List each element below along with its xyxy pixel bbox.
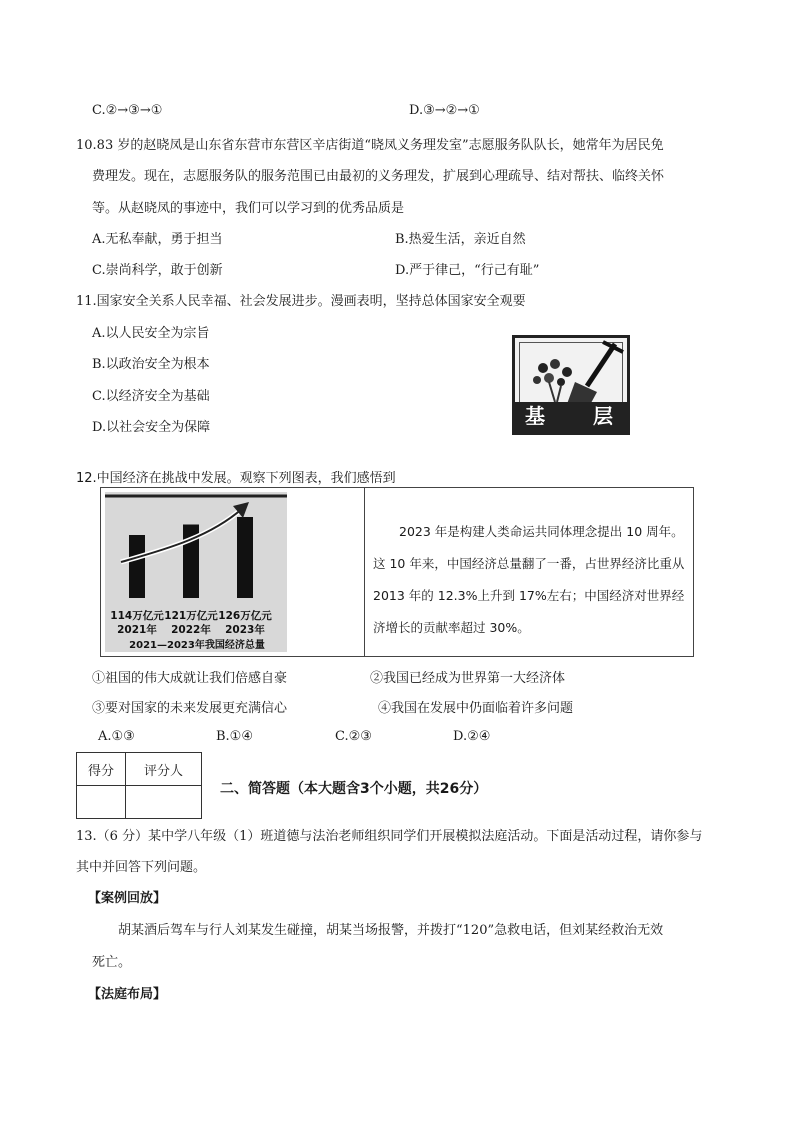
- chart-title: 2021—2023年我国经济总量: [129, 640, 265, 651]
- q13-stem-line2: 其中并回答下列问题。: [76, 860, 207, 875]
- chart-value-label: 126万亿元: [218, 610, 272, 622]
- score-cell[interactable]: [77, 786, 126, 819]
- chart-value-label: 121万亿元: [164, 610, 218, 622]
- chart-value-label: 114万亿元: [110, 610, 164, 622]
- q11-cartoon: [512, 335, 630, 435]
- q10-option-a: A.无私奉献，勇于担当: [92, 232, 223, 247]
- q12-stem: 12.中国经济在挑战中发展。观察下列图表，我们感悟到: [76, 471, 396, 486]
- q12-statement-1: ①祖国的伟大成就让我们倍感自豪: [92, 671, 288, 686]
- chart-category-label: 2022年: [171, 624, 211, 636]
- chart-category-label: 2021年: [117, 624, 157, 636]
- q10-stem-line2: 费理发。现在，志愿服务队的服务范围已由最初的义务理发，扩展到心理疏导、结对帮扶、临终关怀: [92, 169, 665, 184]
- grader-cell[interactable]: [126, 786, 202, 819]
- q12-statement-3: ③要对国家的未来发展更充满信心: [92, 701, 288, 716]
- q9-option-d: D.③→②→①: [409, 103, 480, 118]
- q12-option-b: B.①④: [216, 729, 253, 744]
- q12-figure: [100, 487, 694, 657]
- case-heading: 【案例回放】: [88, 891, 167, 906]
- q12-statement-2: ②我国已经成为世界第一大经济体: [370, 671, 566, 686]
- q12-option-c: C.②③: [335, 729, 372, 744]
- q13-stem-line1: 13.（6 分）某中学八年级（1）班道德与法治老师组织同学们开展模拟法庭活动。下面是活动过程，请你参与: [76, 829, 703, 844]
- q10-option-c: C.崇尚科学，敢于创新: [92, 263, 223, 278]
- section2-heading: 二、简答题（本大题含3个小题，共26分）: [220, 781, 488, 797]
- q10-stem-line3: 等。从赵晓凤的事迹中，我们可以学习到的优秀品质是: [92, 201, 405, 216]
- q10-stem-line1: 10.83 岁的赵晓凤是山东省东营市东营区辛店街道“晓凤义务理发室”志愿服务队队长，她常年为居民免: [76, 138, 664, 153]
- q12-material-text: 2023 年是构建人类命运共同体理念提出 10 周年。这 10 年来，中国经济总量翻了一番，占世界经济比重从 2013 年的 12.3%上升到 17%左右；中国经济对世界经济增长的贡献率超过 30%。: [373, 524, 685, 635]
- score-table: [76, 752, 202, 819]
- grader-header: 评分人: [126, 753, 202, 786]
- score-header: 得分: [77, 753, 126, 786]
- q11-option-a: A.以人民安全为宗旨: [92, 326, 210, 341]
- q12-statement-4: ④我国在发展中仍面临着许多问题: [378, 701, 574, 716]
- economy-bar-chart: [101, 488, 363, 656]
- q9-option-c: C.②→③→①: [92, 103, 163, 118]
- court-layout-heading: 【法庭布局】: [88, 987, 167, 1002]
- chart-bar: [237, 517, 253, 598]
- q12-option-d: D.②④: [453, 729, 491, 744]
- cartoon-word-left: 基: [525, 404, 545, 428]
- q11-option-b: B.以政治安全为根本: [92, 357, 210, 372]
- figure-divider: [364, 488, 365, 656]
- q11-stem: 11.国家安全关系人民幸福、社会发展进步。漫画表明，坚持总体国家安全观要: [76, 294, 526, 309]
- q12-option-a: A.①③: [98, 729, 135, 744]
- q10-option-d: D.严于律己，“行己有耻”: [395, 263, 540, 278]
- q10-option-b: B.热爱生活，亲近自然: [395, 232, 526, 247]
- chart-category-label: 2023年: [225, 624, 265, 636]
- case-text-line2: 死亡。: [92, 955, 132, 970]
- case-text-line1: 胡某酒后驾车与行人刘某发生碰撞，胡某当场报警，并拨打“120”急救电话，但刘某经救治无效: [118, 923, 664, 938]
- q11-option-c: C.以经济安全为基础: [92, 389, 210, 404]
- q11-option-d: D.以社会安全为保障: [92, 420, 211, 435]
- chart-bar: [129, 535, 145, 598]
- cartoon-word-right: 层: [593, 404, 613, 428]
